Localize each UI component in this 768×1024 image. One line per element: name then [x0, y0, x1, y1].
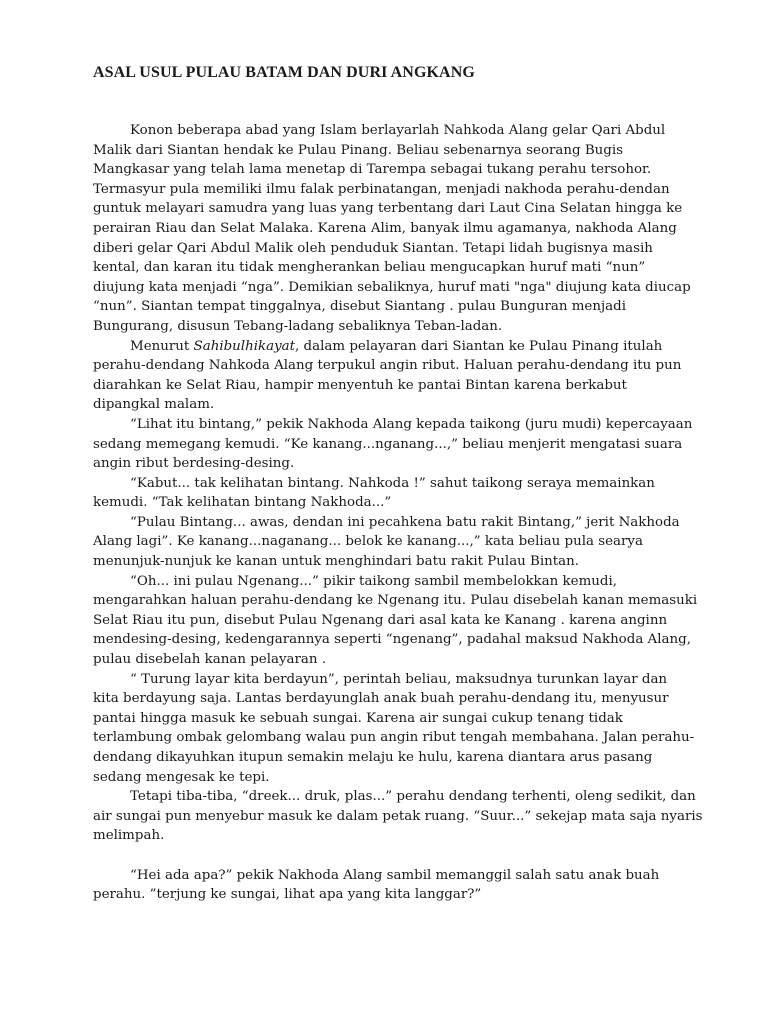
- text-line: melimpah.: [93, 828, 165, 844]
- text-line: diarahkan ke Selat Riau, hampir menyentuh ke pantai Bintan karena berkabut: [93, 377, 627, 393]
- text-line: “nun”. Siantan tempat tinggalnya, disebut Siantang . pulau Bunguran menjadi: [93, 299, 626, 315]
- text-line: Termasyur pula memiliki ilmu falak perbinatangan, menjadi nakhoda perahu-dendan: [93, 181, 670, 197]
- document-title: ASAL USUL PULAU BATAM DAN DURI ANGKANG: [93, 64, 475, 81]
- text-line: sedang mengesak ke tepi.: [93, 769, 270, 785]
- text-line: guntuk melayari samudra yang luas yang terbentang dari Laut Cina Selatan hingga ke: [93, 201, 683, 217]
- text-line: Konon beberapa abad yang Islam berlayarlah Nahkoda Alang gelar Qari Abdul: [130, 123, 666, 138]
- text-fragment: , dalam pelayaran dari Siantan ke Pulau Pinang itulah: [295, 338, 663, 354]
- text-line: Alang lagi”. Ke kanang...naganang... belok ke kanang...,” kata beliau pula searya: [93, 534, 643, 550]
- text-line: Malik dari Siantan hendak ke Pulau Pinang. Beliau sebenarnya seorang Bugis: [93, 142, 624, 158]
- text-line: diberi gelar Qari Abdul Malik oleh penduduk Siantan. Tetapi lidah bugisnya masih: [93, 240, 653, 256]
- text-line: menunjuk-nunjuk ke kanan untuk menghindari batu rakit Pulau Bintan.: [93, 554, 580, 570]
- text-line: “Oh... ini pulau Ngenang...” pikir taikong sambil membelokkan kemudi,: [130, 573, 618, 589]
- text-line: dipangkal malam.: [93, 397, 215, 413]
- text-line: Bungurang, disusun Tebang-ladang sebaliknya Teban-ladan.: [93, 318, 503, 334]
- text-line: dendang dikayuhkan itupun semakin melaju ke hulu, karena diantara arus pasang: [93, 750, 653, 765]
- text-line: pulau disebelah kanan pelayaran .: [93, 652, 327, 668]
- text-line: air sungai pun menyebur masuk ke dalam petak ruang. “Suur...” sekejap mata saja nyaris: [93, 808, 703, 824]
- text-line: diujung kata menjadi “nga”. Demikian sebaliknya, huruf mati "nga" diujung kata diucap: [93, 279, 691, 295]
- text-line: sedang memegang kemudi. “Ke kanang...nganang...,” beliau menjerit mengatasi suara: [93, 436, 683, 452]
- text-line: Mangkasar yang telah lama menetap di Tarempa sebagai tukang perahu tersohor.: [93, 162, 652, 178]
- text-fragment: Menurut: [130, 338, 194, 354]
- text-line: mengarahkan haluan perahu-dendang ke Ngenang itu. Pulau disebelah kanan memasuki: [93, 593, 698, 609]
- text-line: perairan Riau dan Selat Malaka. Karena Alim, banyak ilmu agamanya, nakhoda Alang: [93, 220, 677, 236]
- text-line: kental, dan karan itu tidak mengherankan beliau mengucapkan huruf mati “nun”: [93, 260, 646, 276]
- text-line: Selat Riau itu pun, disebut Pulau Ngenang dari asal kata ke Kanang . karena anginn: [93, 612, 668, 628]
- text-line: “Hei ada apa?” pekik Nakhoda Alang sambil memanggil salah satu anak buah: [130, 867, 660, 883]
- text-line: pantai hingga masuk ke sebuah sungai. Karena air sungai cukup tenang tidak: [93, 710, 623, 726]
- paragraph-gap: [93, 846, 693, 866]
- text-line: angin ribut berdesing-desing.: [93, 456, 295, 472]
- text-line: [93, 337, 693, 357]
- text-line: terlambung ombak gelombang walau pun angin ribut tengah membahana. Jalan perahu-: [93, 730, 695, 746]
- text-line: “ Turung layar kita berdayun”, perintah beliau, maksudnya turunkan layar dan: [130, 671, 668, 687]
- text-line: perahu. ”terjung ke sungai, lihat apa yang kita langgar?”: [93, 887, 482, 903]
- text-line: kemudi. “Tak kelihatan bintang Nakhoda...”: [93, 495, 392, 511]
- text-line: mendesing-desing, kedengarannya seperti “ngenang”, padahal maksud Nakhoda Alang,: [93, 632, 691, 648]
- document-body: [93, 121, 703, 905]
- text-line: “Lihat itu bintang,” pekik Nakhoda Alang kepada taikong (juru mudi) kepercayaan: [130, 416, 693, 432]
- text-line: “Kabut... tak kelihatan bintang. Nahkoda !” sahut taikong seraya memainkan: [130, 475, 655, 491]
- italic-term: Sahibulhikayat: [193, 338, 296, 354]
- text-line: perahu-dendang Nahkoda Alang terpukul angin ribut. Haluan perahu-dendang itu pun: [93, 358, 682, 374]
- text-line: kita berdayung saja. Lantas berdayunglah anak buah perahu-dendang itu, menyusur: [93, 691, 669, 707]
- text-line: Tetapi tiba-tiba, “dreek... druk, plas...” perahu dendang terhenti, oleng sedikit, dan: [130, 789, 696, 805]
- text-line: “Pulau Bintang... awas, dendan ini pecahkena batu rakit Bintang,” jerit Nakhoda: [130, 514, 680, 530]
